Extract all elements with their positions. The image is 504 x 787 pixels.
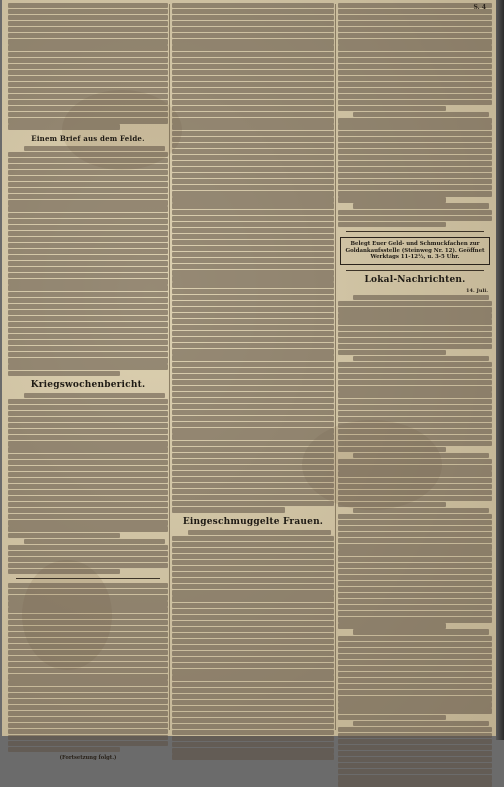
- gold-purchase-advertisement: Belegt Euer Geld- und Schmuckfachen zur Goldankaufsstelle (Steinweg Nr. 12). Geöffnet Werktags 11-12½, u. 3-5 Uhr.: [340, 237, 490, 265]
- continuation-note: (Fortsetzung folgt.): [59, 755, 117, 762]
- heading-letter-from-field: Einem Brief aus dem Felde.: [31, 133, 145, 143]
- column-right: [338, 2, 492, 734]
- body-text-block: [338, 3, 492, 227]
- body-text-block: [8, 3, 168, 130]
- dateline: 14. Juli.: [466, 288, 488, 295]
- body-text-block: [338, 295, 492, 786]
- body-text-block: [8, 146, 168, 376]
- body-text-block: [8, 583, 168, 752]
- column-divider: [335, 4, 336, 730]
- heading-smuggled-women: Eingeschmuggelte Frauen.: [182, 516, 324, 527]
- heading-war-weekly-report: Kriegswochenbericht.: [30, 379, 146, 390]
- body-text-block: [8, 393, 168, 574]
- body-text-block: [172, 3, 334, 513]
- column-middle: [172, 2, 334, 734]
- binding-edge: [496, 0, 504, 740]
- body-text-block: [172, 530, 334, 760]
- section-rule: [346, 231, 484, 232]
- section-rule: [16, 578, 160, 579]
- newspaper-page: [2, 0, 496, 762]
- heading-local-news: Lokal-Nachrichten.: [364, 275, 466, 286]
- column-left: [8, 2, 168, 762]
- column-divider: [169, 4, 170, 730]
- section-rule: [346, 270, 484, 271]
- page-marker: S. 4: [473, 4, 486, 11]
